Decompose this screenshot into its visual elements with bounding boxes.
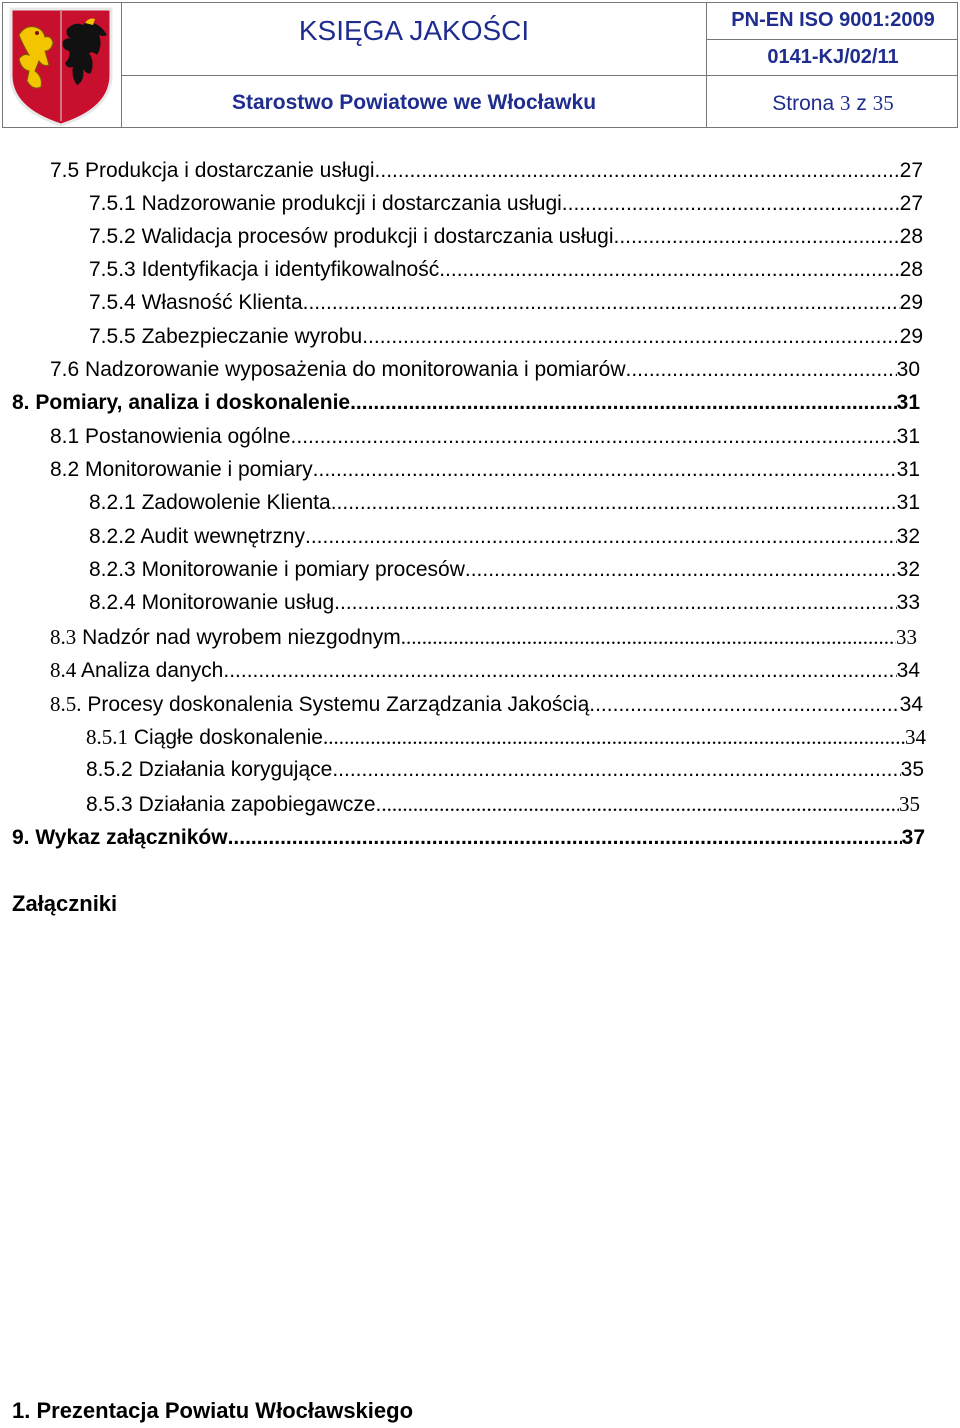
organization-name: Starostwo Powiatowe we Włocławku (231, 91, 597, 114)
toc-page-number: 27 (899, 192, 923, 215)
toc-page-number: 35 (899, 792, 920, 816)
toc-page-number: 29 (899, 291, 923, 314)
toc-number: 8.5.2 (86, 758, 133, 781)
toc-page-number: 35 (900, 758, 924, 781)
toc-number: 7.6 (50, 358, 80, 381)
toc-entry[interactable] (89, 524, 920, 550)
toc-entry[interactable] (50, 158, 923, 184)
toc-page-number: 31 (896, 425, 920, 448)
toc-entry[interactable] (89, 324, 923, 350)
toc-leader-dots (223, 658, 896, 683)
page-title: KSIĘGA JAKOŚCI (298, 15, 530, 46)
toc-entry[interactable] (89, 590, 920, 616)
toc-leader-dots (334, 590, 896, 616)
toc-number: 7.5.1 (89, 192, 136, 215)
toc-number: 8.5. (50, 692, 82, 716)
toc-title: Monitorowanie usług (141, 591, 335, 614)
toc-title: Działania zapobiegawcze. (138, 793, 382, 816)
toc-number: 7.5.4 (89, 291, 136, 314)
toc-leader-dots (381, 791, 899, 817)
toc-leader-dots (362, 324, 899, 350)
toc-leader-dots (305, 524, 897, 550)
toc-title: Nadzorowanie wyposażenia do monitorowania i pomiarów (85, 358, 626, 381)
document-code: 0141-KJ/02/11 (767, 46, 899, 68)
toc-title: Audit wewnętrzny (140, 525, 305, 548)
toc-leader-dots (303, 290, 900, 316)
toc-entry[interactable] (50, 624, 917, 650)
toc-title: Procesy doskonalenia Systemu Zarządzania Jakością (87, 693, 590, 716)
standard-number: PN-EN ISO 9001:2009 (731, 9, 935, 31)
document-header (2, 2, 958, 128)
page-prefix: Strona (772, 92, 835, 115)
toc-number: 8. (12, 391, 30, 414)
toc-number: 8.2.4 (89, 591, 136, 614)
toc-leader-dots (350, 390, 897, 416)
toc-number: 8.2.2 (89, 525, 136, 548)
toc-page-number: 31 (896, 391, 920, 414)
toc-number: 8.5.1 (86, 725, 128, 749)
toc-title: Monitorowanie i pomiary procesów (141, 558, 465, 581)
toc-title: Zabezpieczanie wyrobu (141, 325, 363, 348)
toc-page-number: 28 (899, 225, 923, 248)
toc-page-number: 34 (905, 725, 926, 749)
toc-entry[interactable] (89, 224, 923, 250)
toc-title: Zadowolenie Klienta (141, 491, 331, 514)
toc-leader-dots (614, 224, 900, 250)
coat-of-arms-logo (7, 5, 115, 127)
toc-page-number: 33 (896, 625, 917, 649)
toc-title: Postanowienia ogólne (85, 425, 291, 448)
toc-number: 8.3 (50, 625, 77, 649)
toc-page-number: 27 (899, 159, 923, 182)
toc-leader-dots (323, 724, 905, 750)
toc-title: Produkcja i dostarczanie usługi (85, 159, 375, 182)
toc-number: 8.5.3 (86, 793, 133, 816)
toc-entry[interactable] (89, 557, 920, 583)
toc-title: Nadzorowanie produkcji i dostarczania usługi (141, 192, 562, 215)
toc-entry[interactable] (86, 757, 924, 783)
header-divider (706, 39, 957, 40)
section-heading: 1. Prezentacja Powiatu Włocławskiego (12, 1398, 414, 1423)
toc-title: Analiza danych (80, 659, 224, 682)
toc-page-number: 32 (896, 558, 920, 581)
toc-entry[interactable] (12, 390, 920, 416)
toc-entry[interactable] (50, 457, 920, 483)
toc-leader-dots (439, 257, 899, 283)
page-separator: z (856, 92, 867, 115)
toc-entry[interactable] (50, 357, 920, 383)
toc-leader-dots (589, 692, 899, 717)
toc-number: 7.5.2 (89, 225, 136, 248)
toc-title: Nadzór nad wyrobem niezgodnym (82, 626, 401, 649)
toc-number: 7.5 (50, 159, 80, 182)
toc-title: Własność Klienta (141, 291, 303, 314)
toc-number: 8.2.3 (89, 558, 136, 581)
header-divider (121, 75, 957, 76)
toc-page-number: 32 (896, 525, 920, 548)
toc-entry[interactable] (50, 691, 923, 717)
toc-page-number: 30 (896, 358, 920, 381)
toc-entry[interactable] (86, 791, 920, 817)
toc-leader-dots (313, 457, 897, 483)
page-current: 3 (840, 91, 851, 115)
toc-title: Walidacja procesów produkcji i dostarczania usługi (141, 225, 614, 248)
toc-page-number: 31 (896, 458, 920, 481)
toc-number: 9. (12, 826, 30, 849)
toc-page-number: 28 (899, 258, 923, 281)
toc-number: 7.5.3 (89, 258, 136, 281)
toc-page-number: 34 (896, 659, 920, 682)
page-number (707, 91, 959, 116)
toc-leader-dots (626, 357, 897, 383)
toc-leader-dots (331, 490, 897, 516)
toc-number: 8.2 (50, 458, 80, 481)
toc-page-number: 29 (899, 325, 923, 348)
toc-title: Wykaz załączników (35, 826, 228, 849)
toc-leader-dots (562, 191, 900, 217)
toc-entry[interactable] (89, 290, 923, 316)
toc-entry[interactable] (89, 490, 920, 516)
toc-title: Pomiary, analiza i doskonalenie (35, 391, 351, 414)
attachments-heading: Załączniki (12, 891, 118, 916)
toc-title: Monitorowanie i pomiary (85, 458, 313, 481)
toc-title: Identyfikacja i identyfikowalność (141, 258, 440, 281)
toc-page-number: 33 (896, 591, 920, 614)
toc-number: 8.4 (50, 658, 77, 682)
toc-leader-dots (375, 158, 900, 184)
toc-leader-dots (228, 825, 902, 851)
toc-page-number: 34 (899, 693, 923, 716)
toc-page-number: 31 (896, 491, 920, 514)
toc-entry[interactable] (50, 424, 920, 450)
toc-entry[interactable] (12, 825, 925, 851)
toc-entry[interactable] (89, 257, 923, 283)
toc-title: Ciągłe doskonalenie (133, 726, 323, 749)
toc-number: 8.1 (50, 425, 80, 448)
toc-leader-dots (291, 424, 897, 450)
page-total: 35 (872, 91, 894, 115)
toc-leader-dots (332, 757, 900, 783)
toc-leader-dots (401, 624, 896, 650)
toc-entry[interactable] (50, 657, 920, 683)
toc-page-number: 37 (901, 826, 925, 849)
toc-entry[interactable] (89, 191, 923, 217)
toc-entry[interactable] (86, 724, 926, 750)
toc-title: Działania korygujące (138, 758, 333, 781)
toc-leader-dots (465, 557, 897, 583)
toc-number: 8.2.1 (89, 491, 136, 514)
toc-number: 7.5.5 (89, 325, 136, 348)
